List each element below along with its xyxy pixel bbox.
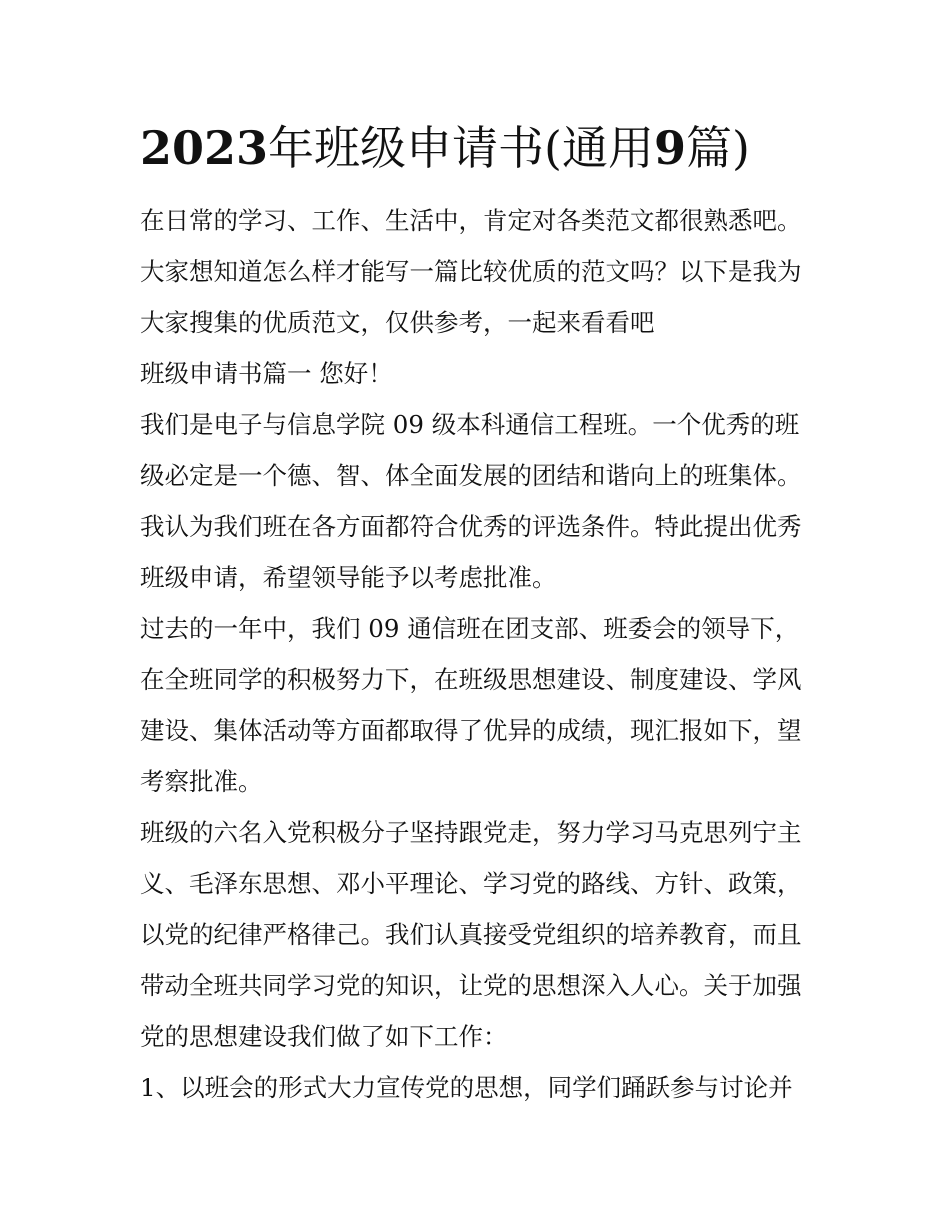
title-year: 2023: [140, 121, 269, 175]
text-line: 大家想知道怎么样才能写一篇比较优质的范文吗？以下是我为: [140, 257, 802, 286]
text-line: 过去的一年中，我们 09 通信班在团支部、班委会的领导下，: [140, 614, 800, 643]
text-line: 带动全班共同学习党的知识，让党的思想深入人心。关于加强: [140, 971, 802, 1000]
text-line: 级必定是一个德、智、体全面发展的团结和谐向上的班集体。: [140, 461, 802, 490]
text-line: 班级申请书篇一 您好！: [140, 359, 393, 388]
text-line: 建设、集体活动等方面都取得了优异的成绩，现汇报如下，望: [140, 716, 802, 745]
title-end: 篇): [686, 121, 750, 175]
text-line: 1、以班会的形式大力宣传党的思想，同学们踊跃参与讨论并: [140, 1073, 793, 1102]
text-line: 大家搜集的优质范文，仅供参考，一起来看看吧: [140, 308, 655, 337]
document-body: [140, 195, 820, 1113]
text-line: 班级申请，希望领导能予以考虑批准。: [140, 563, 557, 592]
text-line: 我认为我们班在各方面都符合优秀的评选条件。特此提出优秀: [140, 512, 802, 541]
text-line: 义、毛泽东思想、邓小平理论、学习党的路线、方针、政策，: [140, 869, 802, 898]
text-line: 在日常的学习、工作、生活中，肯定对各类范文都很熟悉吧。: [140, 206, 802, 235]
title-middle: 年班级申请书(通用: [268, 121, 654, 175]
text-line: 考察批准。: [140, 767, 263, 796]
text-line: 班级的六名入党积极分子坚持跟党走，努力学习马克思列宁主: [140, 818, 802, 847]
document-title: [140, 118, 840, 178]
title-count: 9: [653, 121, 686, 175]
text-line: 以党的纪律严格律己。我们认真接受党组织的培养教育，而且: [140, 920, 802, 949]
text-line: 党的思想建设我们做了如下工作：: [140, 1022, 508, 1051]
text-line: 我们是电子与信息学院 09 级本科通信工程班。一个优秀的班: [140, 410, 800, 439]
text-line: 在全班同学的积极努力下，在班级思想建设、制度建设、学风: [140, 665, 802, 694]
